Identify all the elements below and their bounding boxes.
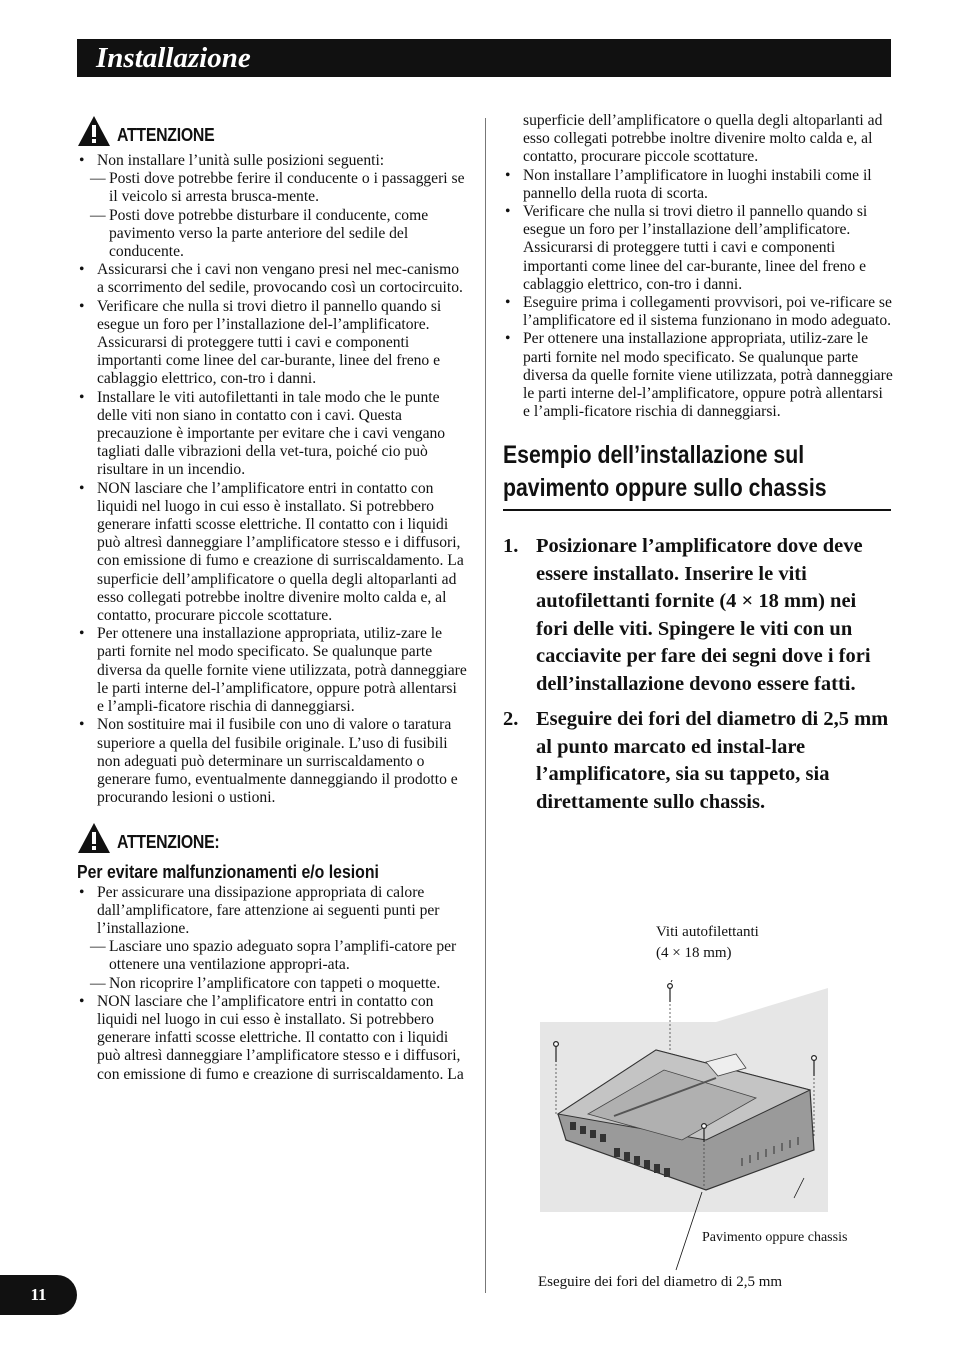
warning-subtitle: Per evitare malfunzionamenti e/o lesioni	[77, 862, 379, 883]
list-item: • Per assicurare una dissipazione appropriata di calore dall’amplificatore, fare attenzione ai seguenti punti per l’installazione. — Lasciare uno spazio adeguato sopra l’amplifi-catore per ottenere una ventilazione appropri-ata. — Non ricoprire l’amplificatore con tappeti o moquette.	[77, 884, 467, 993]
warning-triangle-icon	[77, 115, 111, 147]
installation-figure	[536, 920, 896, 1300]
list-item: • Verificare che nulla si trovi dietro il pannello quando si esegue un foro per l’installazione del-l’amplificatore. Assicurarsi di proteggere tutti i cavi e componenti importanti come linee del car-burante, linee del freno e cablaggio elettrico, con-tro i danni.	[77, 298, 467, 389]
label-floor: Pavimento oppure chassis	[702, 1230, 848, 1245]
sub-list-item: — Lasciare uno spazio adeguato sopra l’amplifi-catore per ottenere una ventilazione appropri-ata.	[77, 938, 467, 974]
warning-title: ATTENZIONE	[117, 124, 215, 145]
list-item: • Non installare l’amplificatore in luoghi instabili come il pannello della ruota di scorta.	[503, 167, 893, 203]
label-screws: Viti autofilettanti	[656, 924, 759, 940]
list-item: • NON lasciare che l’amplificatore entri in contatto con liquidi nel luogo in cui esso è installato. Si potrebbero generare infatti scosse elettriche. Il contatto con i liquidi può altresì danneggiare l’amplificatore stesso e i diffusori, con emissione di fumo e creazione di surriscaldamento. La superficie dell’amplificatore o quella degli altoparlanti ad esso collegati potrebbe inoltre divenire molto calda e, al contatto, procurare piccole scottature.	[77, 480, 467, 626]
warning-heading-2	[77, 819, 467, 857]
step-text: Eseguire dei fori del diametro di 2,5 mm al punto marcato ed instal-lare l’amplificatore, sia su tappeto, sia direttamente sullo chassis.	[536, 708, 889, 813]
sub-list	[77, 170, 467, 261]
list-item: • Non installare l’unità sulle posizioni seguenti: — Posti dove potrebbe ferire il conducente o i passaggeri se il veicolo si arresta brusca-mente. — Posti dove potrebbe disturbare il conducente, come pavimento verso la parte anteriore del sedile del conducente.	[77, 152, 467, 261]
list-item: • Per ottenere una installazione appropriata, utiliz-zare le parti fornite nel modo specificato. Se qualunque parte diversa da quelle fornite viene utilizzata, potrà danneggiare le parti interne del-l’amplificatore, oppure potrà allentarsi e l’ampli-ficatore rischia di danneggiarsi.	[77, 625, 467, 716]
step-item	[503, 706, 893, 816]
continuation-text: superficie dell’amplificatore o quella degli altoparlanti ad esso collegati potrebbe inoltre divenire molto calda e, al contatto, procurare piccole scottature.	[523, 112, 883, 166]
sub-list-item: — Posti dove potrebbe ferire il conducente o i passaggeri se il veicolo si arresta brusca-mente.	[77, 170, 467, 206]
warning-triangle-icon	[77, 822, 111, 854]
list-item: • Verificare che nulla si trovi dietro il pannello quando si esegue un foro per l’installazione dell’amplificatore. Assicurarsi di proteggere tutti i cavi e componenti importanti come linee del car-burante, linee del freno e cablaggio elettrico, con-tro i danni.	[503, 203, 893, 294]
list-item: • Installare le viti autofilettanti in tale modo che le punte delle viti non siano in contatto con i cavi. Questa precauzione è importante per evitare che i cavi vengano tagliati dalle vibrazioni della vet-tura, poiché cio può risultare in un incendio.	[77, 389, 467, 480]
label-holes: Eseguire dei fori del diametro di 2,5 mm	[538, 1274, 783, 1290]
step-item	[503, 533, 893, 698]
sub-list	[77, 938, 467, 993]
step-number: 1.	[503, 535, 519, 558]
column-divider	[485, 118, 486, 1293]
list-item: • Non sostituire mai il fusibile con uno di valore o taratura superiore a quella del fusibile originale. L’uso di fusibili non adeguati può determinare un surriscaldamento o generare fumo, eventualmente danneggiando il prodotto e procurando lesioni o ustioni.	[77, 716, 467, 807]
warning-heading-1	[77, 112, 467, 150]
section-title: Esempio dell’installazione sul pavimento oppure sullo chassis	[503, 441, 827, 503]
page-title: Installazione	[96, 42, 251, 74]
list-item: • NON lasciare che l’amplificatore entri in contatto con liquidi nel luogo in cui esso è installato. Si potrebbero generare infatti scosse elettriche. Il contatto con i liquidi può altresì danneggiare l’amplificatore stesso e i diffusori, con emissione di fumo e creazione di surriscaldamento. La	[77, 993, 467, 1084]
sub-list-item: — Non ricoprire l’amplificatore con tappeti o moquette.	[77, 975, 467, 993]
header-bar	[77, 39, 891, 77]
steps-list	[503, 533, 893, 816]
list-item: • Assicurarsi che i cavi non vengano presi nel mec-canismo a scorrimento del sedile, provocando così un cortocircuito.	[77, 261, 467, 297]
right-column	[503, 112, 893, 824]
step-text: Posizionare l’amplificatore dove deve essere installato. Inserire le viti autofilettanti fornite (4 × 18 mm) nei fori delle viti. Spingere le viti con un cacciavite per fare dei segni dove i fori dell’installazione devono essere fatti.	[536, 535, 871, 695]
sub-list-item: — Posti dove potrebbe disturbare il conducente, come pavimento verso la parte anteriore del sedile del conducente.	[77, 207, 467, 262]
warning-list-1	[77, 152, 467, 807]
list-item: • Eseguire prima i collegamenti provvisori, poi ve-rificare se l’amplificatore ed il sistema funzionano in modo adeguato.	[503, 294, 893, 330]
right-list	[503, 167, 893, 422]
label-screws-size: (4 × 18 mm)	[656, 945, 732, 961]
warning-title: ATTENZIONE:	[117, 832, 220, 853]
step-number: 2.	[503, 708, 519, 731]
list-item: • Per ottenere una installazione appropriata, utiliz-zare le parti fornite nel modo specificato. Se qualunque parte diversa da quelle fornite viene utilizzata, potrà danneggiare le parti interne del-l’amplificatore, oppure potrà allentarsi e l’ampli-ficatore rischia di danneggiarsi.	[503, 330, 893, 421]
page-number: 11	[0, 1275, 77, 1315]
left-column	[77, 112, 467, 1084]
warning-list-2	[77, 884, 467, 1084]
section-rule	[503, 509, 891, 511]
